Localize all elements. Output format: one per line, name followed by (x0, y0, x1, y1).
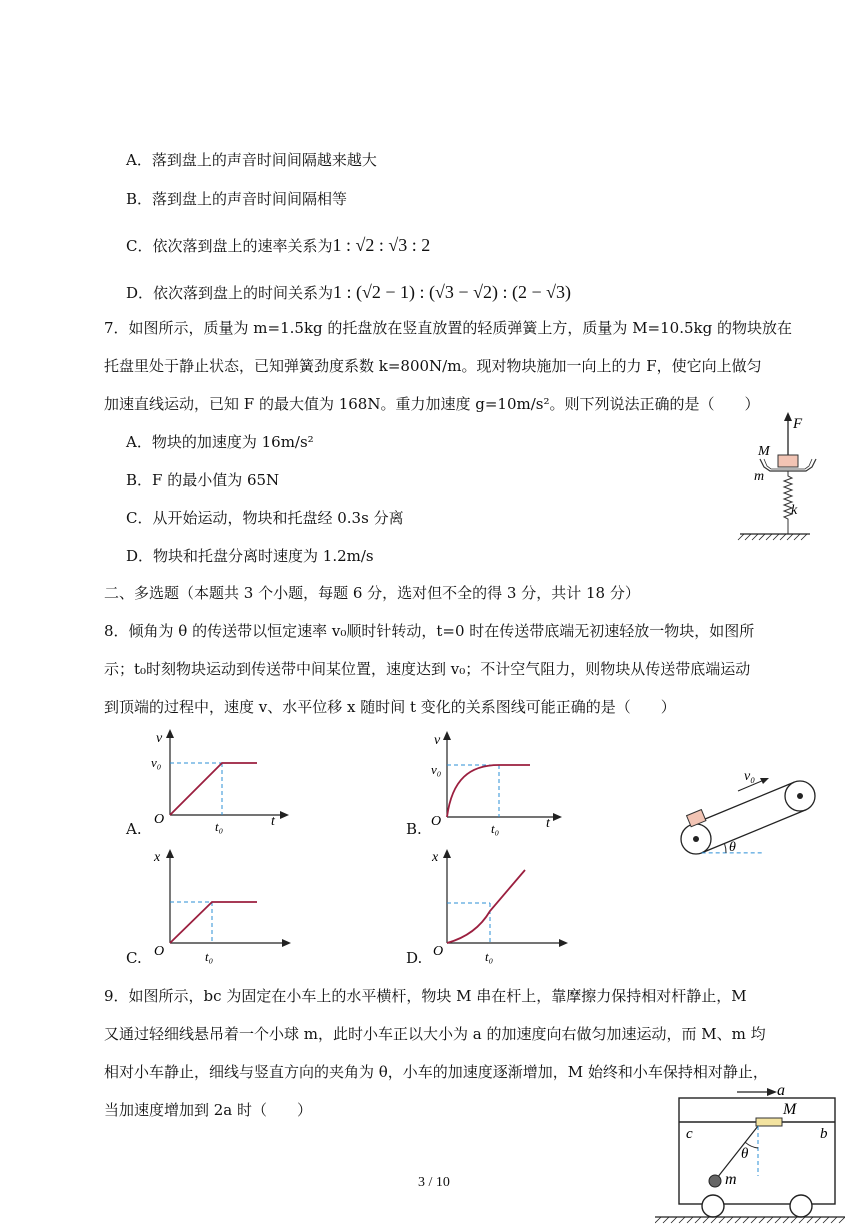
q8-graph-b-curve (447, 765, 530, 817)
q7-label-block: M (758, 444, 770, 459)
q8-graph-d-curve (447, 870, 525, 943)
q8-block (687, 810, 706, 827)
q9-label-ball: m (725, 1171, 737, 1188)
q9-line-3: 相对小车静止，细线与竖直方向的夹角为 θ，小车的加速度逐渐增加，M 始终和小车保持相对静止， (104, 1063, 768, 1081)
q8-graph-c-yaxis: x (154, 850, 161, 865)
q8-graph-a-taxis: t (271, 814, 275, 829)
q8-graph-d-t0: t₀ (485, 949, 494, 964)
q8-line-1: 8．倾角为 θ 的传送带以恒定速率 v₀顺时针转动，t=0 时在传送带底端无初速轻放一物块，如图所 (104, 622, 755, 640)
q8-graph-b-label: B. (406, 820, 422, 838)
q7-line-2: 托盘里处于静止状态，已知弹簧劲度系数 k=800N/m。现对物块施加一向上的力 F，使它向上做匀 (104, 357, 762, 375)
page-number: 3 / 10 (418, 1175, 450, 1190)
q7-label-force: F (793, 416, 803, 432)
q9-right-wheel (790, 1195, 812, 1217)
q9-line-2: 又通过轻细线悬吊着一个小球 m，此时小车正以大小为 a 的加速度向右做匀加速运动，而 M、m 均 (104, 1025, 766, 1043)
q8-graph-b-origin: O (431, 814, 442, 829)
q6-option-d: D．依次落到盘上的时间关系为1 : (√2 − 1) : (√3 − √2) : (2 − √3) (126, 282, 571, 302)
q8-graph-a (145, 725, 295, 837)
section-2-header: 二、多选题（本题共 3 个小题，每题 6 分，选对但不全的得 3 分，共计 18 分） (104, 584, 640, 602)
q9-label-left: c (686, 1126, 693, 1142)
q8-graph-b (422, 727, 572, 839)
q8-graph-a-curve (170, 763, 257, 815)
q7-option-c: C．从开始运动，物块和托盘经 0.3s 分离 (126, 509, 404, 527)
q8-graph-a-label: A. (126, 820, 142, 838)
q7-option-a: A．物块的加速度为 16m/s² (126, 433, 314, 451)
q9-line-1: 9．如图所示，bc 为固定在小车上的水平横杆，物块 M 串在杆上，靠摩擦力保持相对杆静止，M (104, 987, 747, 1005)
q8-graph-c-label: C. (126, 949, 142, 967)
q6-option-b: B．落到盘上的声音时间间隔相等 (126, 190, 348, 208)
q8-graph-c (145, 843, 295, 968)
q8-graph-b-taxis: t (546, 816, 550, 831)
q9-cart-figure (655, 1080, 845, 1227)
q6-option-a: A．落到盘上的声音时间间隔越来越大 (126, 151, 377, 169)
q7-spring-figure (730, 408, 825, 543)
q8-line-3: 到顶端的过程中，速度 v、水平位移 x 随时间 t 变化的关系图线可能正确的是（ ） (104, 698, 676, 716)
q8-graph-b-yaxis: v (434, 733, 441, 748)
q7-line-1: 7．如图所示，质量为 m=1.5kg 的托盘放在竖直放置的轻质弹簧上方，质量为 M=10.5kg 的物块放在 (104, 319, 792, 337)
q8-graph-b-t0: t₀ (491, 821, 500, 836)
q8-graph-c-curve (170, 902, 257, 943)
q9-line-4: 当加速度增加到 2a 时（ ） (104, 1101, 313, 1119)
q9-label-block: M (783, 1101, 797, 1118)
q6-option-d-math: 1 : (√2 − 1) : (√3 − √2) : (2 − √3) (333, 282, 571, 302)
q8-belt-top (690, 782, 794, 825)
q8-graph-d-label: D. (406, 949, 423, 967)
q9-left-wheel (702, 1195, 724, 1217)
q8-conveyor-figure (672, 762, 822, 862)
q8-graph-c-t0: t₀ (205, 949, 214, 964)
q8-belt-speed: v₀ (744, 769, 756, 784)
q9-label-right: b (820, 1126, 828, 1142)
q8-graph-a-origin: O (154, 812, 165, 827)
q7-option-b: B．F 的最小值为 65N (126, 471, 280, 489)
q7-label-tray: m (754, 469, 765, 484)
q8-graph-d-origin: O (433, 944, 444, 959)
q8-graph-d-yaxis: x (432, 850, 439, 865)
q9-string (717, 1126, 758, 1178)
q6-option-c: C．依次落到盘上的速率关系为1 : √2 : √3 : 2 (126, 235, 431, 255)
q8-belt-bottom (702, 810, 806, 853)
q8-graph-b-v0: v₀ (431, 762, 442, 777)
q9-block (756, 1118, 782, 1126)
q8-graph-a-v0: v₀ (151, 755, 162, 770)
q8-line-2: 示；t₀时刻物块运动到传送带中间某位置，速度达到 v₀；不计空气阻力，则物块从传送带底端运动 (104, 660, 751, 678)
q8-belt-angle: θ (729, 840, 736, 855)
q6-option-c-math: 1 : √2 : √3 : 2 (332, 235, 431, 255)
q9-label-angle: θ (741, 1146, 749, 1162)
q8-graph-d (422, 843, 572, 968)
q9-label-accel: a (777, 1082, 785, 1099)
q8-graph-a-yaxis: v (156, 731, 163, 746)
q8-graph-a-t0: t₀ (215, 819, 224, 834)
q8-graph-c-origin: O (154, 944, 165, 959)
q7-line-3: 加速直线运动，已知 F 的最大值为 168N。重力加速度 g=10m/s²。则下列说法正确的是（ ） (104, 395, 760, 413)
q7-label-spring: k (791, 503, 798, 518)
q7-block (778, 455, 798, 467)
q7-option-d: D．物块和托盘分离时速度为 1.2m/s (126, 547, 374, 565)
